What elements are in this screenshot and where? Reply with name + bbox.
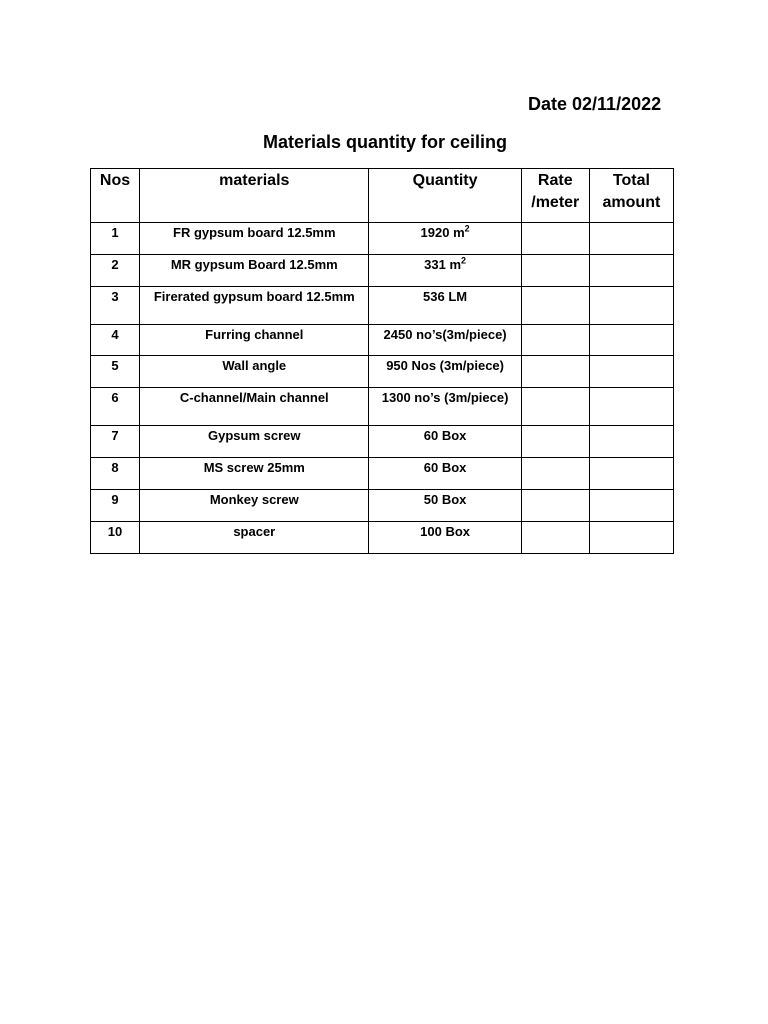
cell-rate xyxy=(521,255,589,287)
cell-material: Gypsum screw xyxy=(140,426,369,458)
cell-material: MS screw 25mm xyxy=(140,458,369,490)
header-rate xyxy=(521,169,589,223)
cell-nos: 4 xyxy=(91,325,140,356)
quantity-value: 1920 m xyxy=(420,225,465,240)
header-nos xyxy=(91,169,140,223)
cell-material: Wall angle xyxy=(140,356,369,388)
cell-quantity xyxy=(369,490,521,522)
table-row xyxy=(91,287,674,325)
header-total xyxy=(589,169,673,223)
cell-total xyxy=(589,356,673,388)
cell-total xyxy=(589,325,673,356)
cell-nos: 7 xyxy=(91,426,140,458)
quantity-value: 50 Box xyxy=(423,492,467,507)
cell-nos: 5 xyxy=(91,356,140,388)
table-row xyxy=(91,255,674,287)
cell-total xyxy=(589,426,673,458)
table-row xyxy=(91,490,674,522)
header-quantity-label: Quantity xyxy=(412,172,478,189)
cell-material: Monkey screw xyxy=(140,490,369,522)
cell-total xyxy=(589,522,673,554)
cell-quantity xyxy=(369,325,521,356)
cell-material: C-channel/Main channel xyxy=(140,388,369,426)
header-materials xyxy=(140,169,369,223)
cell-rate xyxy=(521,522,589,554)
cell-nos: 10 xyxy=(91,522,140,554)
cell-nos: 1 xyxy=(91,223,140,255)
cell-material: Firerated gypsum board 12.5mm xyxy=(140,287,369,325)
quantity-value: 331 m xyxy=(424,257,462,272)
table-row xyxy=(91,522,674,554)
cell-total xyxy=(589,287,673,325)
cell-rate xyxy=(521,490,589,522)
cell-rate xyxy=(521,426,589,458)
cell-total xyxy=(589,388,673,426)
header-rate-line2: /meter xyxy=(531,194,580,211)
quantity-value: 60 Box xyxy=(423,460,467,475)
cell-nos: 9 xyxy=(91,490,140,522)
table-row xyxy=(91,388,674,426)
cell-rate xyxy=(521,388,589,426)
quantity-value: 100 Box xyxy=(420,524,471,539)
cell-quantity xyxy=(369,223,521,255)
table-row xyxy=(91,356,674,388)
cell-quantity xyxy=(369,255,521,287)
table-header-row xyxy=(91,169,674,223)
cell-rate xyxy=(521,325,589,356)
cell-rate xyxy=(521,356,589,388)
cell-nos: 6 xyxy=(91,388,140,426)
cell-quantity xyxy=(369,287,521,325)
cell-nos: 3 xyxy=(91,287,140,325)
document-title: Materials quantity for ceiling xyxy=(262,132,508,152)
quantity-value: 60 Box xyxy=(423,428,467,443)
cell-rate xyxy=(521,287,589,325)
cell-total xyxy=(589,223,673,255)
materials-table xyxy=(90,168,674,554)
header-total-line1: Total xyxy=(612,172,650,189)
cell-quantity xyxy=(369,458,521,490)
header-total-line2: amount xyxy=(602,194,661,211)
quantity-value: 1300 no’s (3m/piece) xyxy=(381,390,509,405)
table-row xyxy=(91,458,674,490)
cell-nos: 2 xyxy=(91,255,140,287)
header-materials-label: materials xyxy=(219,172,290,189)
header-quantity xyxy=(369,169,521,223)
document-date: Date 02/11/2022 xyxy=(528,94,662,114)
cell-nos: 8 xyxy=(91,458,140,490)
cell-total xyxy=(589,490,673,522)
quantity-value: 2450 no’s(3m/piece) xyxy=(383,327,507,342)
cell-material: MR gypsum Board 12.5mm xyxy=(140,255,369,287)
cell-total xyxy=(589,458,673,490)
cell-material: FR gypsum board 12.5mm xyxy=(140,223,369,255)
quantity-value: 950 Nos (3m/piece) xyxy=(386,358,504,373)
quantity-superscript: 2 xyxy=(464,223,470,234)
cell-quantity xyxy=(369,426,521,458)
header-rate-line1: Rate xyxy=(537,172,573,189)
quantity-value: 536 LM xyxy=(423,289,468,304)
cell-rate xyxy=(521,223,589,255)
cell-material: spacer xyxy=(140,522,369,554)
table-row xyxy=(91,223,674,255)
cell-quantity xyxy=(369,522,521,554)
table-row xyxy=(91,325,674,356)
cell-quantity xyxy=(369,388,521,426)
cell-material: Furring channel xyxy=(140,325,369,356)
cell-quantity xyxy=(369,356,521,388)
quantity-superscript: 2 xyxy=(461,255,467,266)
table-row xyxy=(91,426,674,458)
cell-total xyxy=(589,255,673,287)
header-nos-label: Nos xyxy=(99,172,131,189)
cell-rate xyxy=(521,458,589,490)
